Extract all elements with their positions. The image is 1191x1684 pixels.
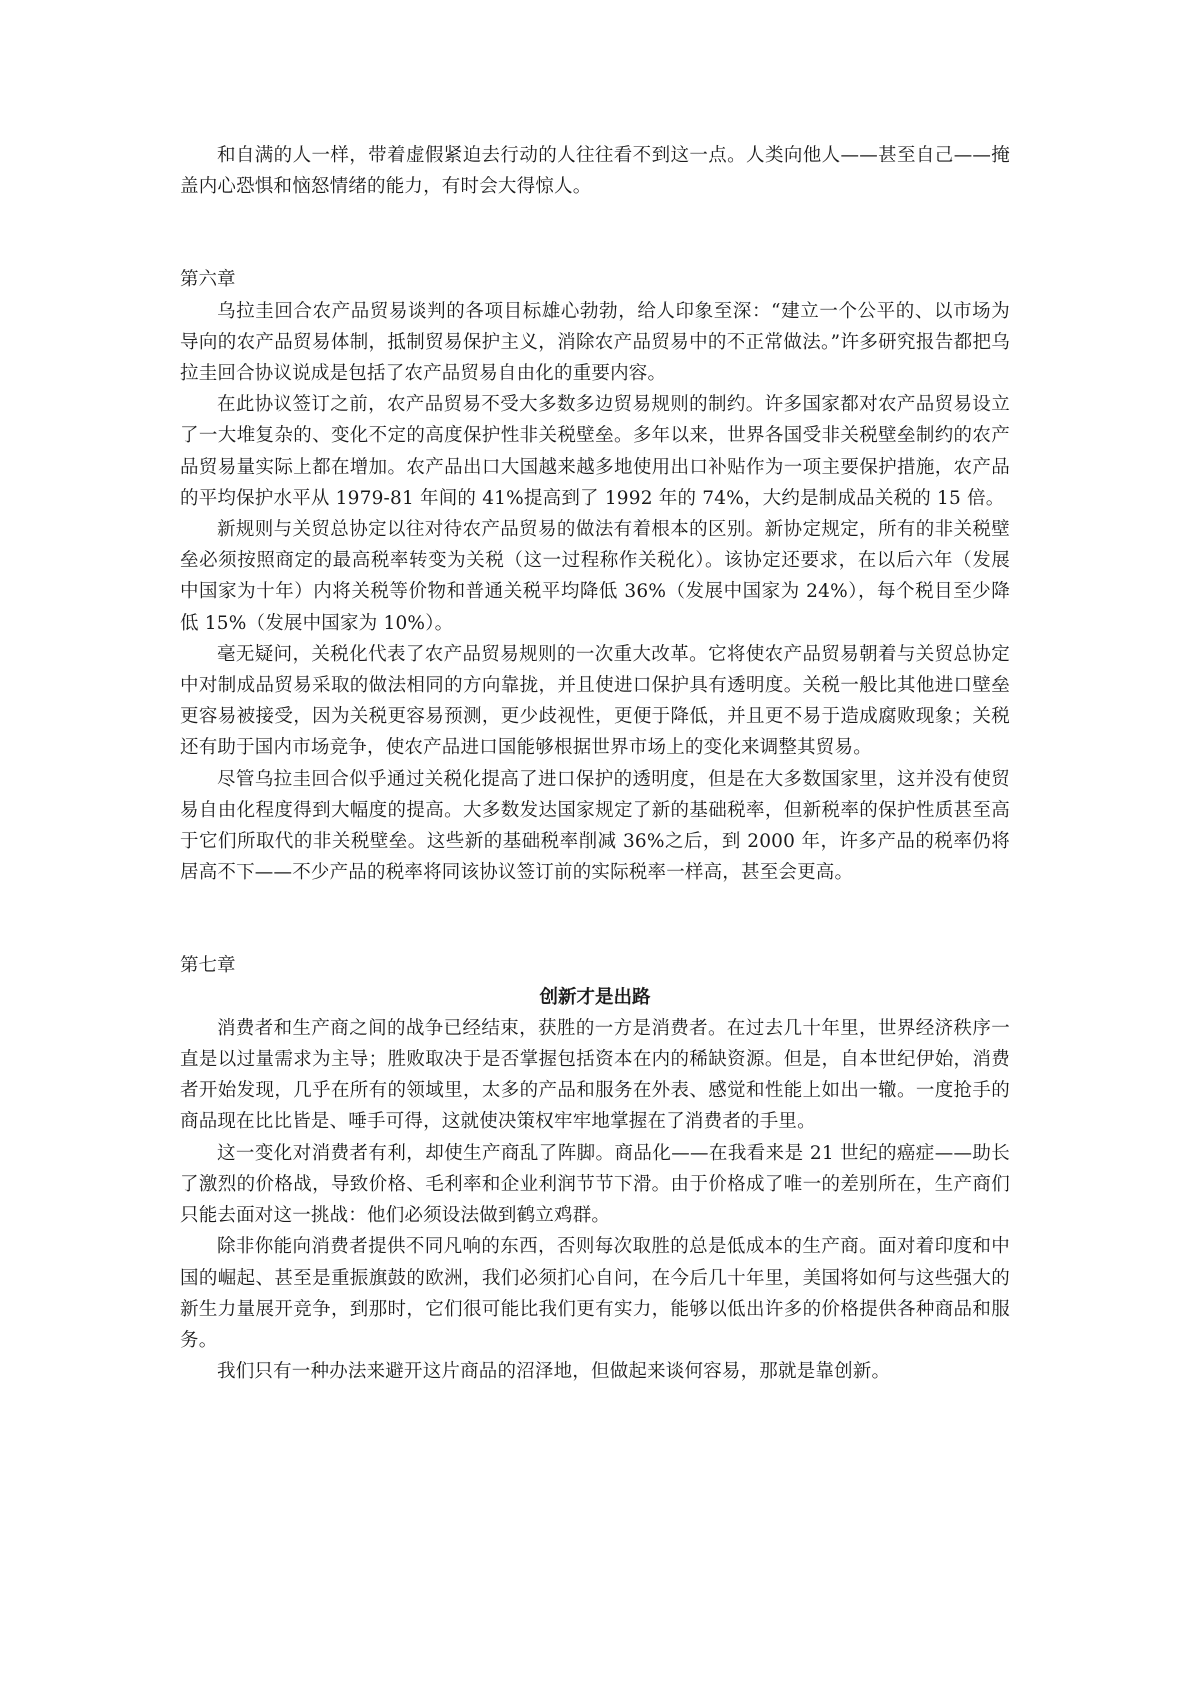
chapter-7-paragraph-1: 消费者和生产商之间的战争已经结束，获胜的一方是消费者。在过去几十年里，世界经济秩序一直是以过量需求为主导；胜败取决于是否掌握包括资本在内的稀缺资源。但是，自本世纪伊始，消费者开始发现，几乎在所有的领域里，太多的产品和服务在外表、感觉和性能上如出一辙。一度抢手的商品现在比比皆是、唾手可得，这就使决策权牢牢地掌握在了消费者的手里。 — [180, 1017, 1010, 1133]
chapter-7-title: 创新才是出路 — [539, 986, 651, 1008]
chapter-6-paragraph-2: 在此协议签订之前，农产品贸易不受大多数多边贸易规则的制约。许多国家都对农产品贸易设立了一大堆复杂的、变化不定的高度保护性非关税壁垒。多年以来，世界各国受非关税壁垒制约的农产品贸易量实际上都在增加。农产品出口大国越来越多地使用出口补贴作为一项主要保护措施，农产品的平均保护水平从 1979-81 年间的 41%提高到了 1992 年的 74%，大约是制成品关税的 15 倍。 — [180, 394, 1010, 509]
chapter-7-paragraph-2: 这一变化对消费者有利，却使生产商乱了阵脚。商品化——在我看来是 21 世纪的癌症——助长了激烈的价格战，导致价格、毛利率和企业利润节节下滑。由于价格成了唯一的差别所在，生产商们只能去面对这一挑战：他们必须设法做到鹤立鸡群。 — [180, 1142, 1010, 1227]
chapter-6-paragraph-1: 乌拉圭回合农产品贸易谈判的各项目标雄心勃勃，给人印象至深：“建立一个公平的、以市场为导向的农产品贸易体制，抵制贸易保护主义，消除农产品贸易中的不正常做法。”许多研究报告都把乌拉圭回合协议说成是包括了农产品贸易自由化的重要内容。 — [180, 300, 1010, 385]
chapter-6-paragraph-5: 尽管乌拉圭回合似乎通过关税化提高了进口保护的透明度，但是在大多数国家里，这并没有使贸易自由化程度得到大幅度的提高。大多数发达国家规定了新的基础税率，但新税率的保护性质甚至高于它们所取代的非关税壁垒。这些新的基础税率削减 36%之后，到 2000 年，许多产品的税率仍将居高不下——不少产品的税率将同该协议签订前的实际税率一样高，甚至会更高。 — [180, 768, 1010, 884]
chapter-7-label: 第七章 — [180, 955, 236, 977]
document-page — [180, 140, 1010, 1387]
chapter-6-paragraph-4: 毫无疑问，关税化代表了农产品贸易规则的一次重大改革。它将使农产品贸易朝着与关贸总协定中对制成品贸易采取的做法相同的方向靠拢，并且使进口保护具有透明度。关税一般比其他进口壁垒更容易被接受，因为关税更容易预测，更少歧视性，更便于降低，并且更不易于造成腐败现象；关税还有助于国内市场竞争，使农产品进口国能够根据世界市场上的变化来调整其贸易。 — [180, 643, 1010, 759]
chapter-6-label: 第六章 — [180, 269, 236, 291]
chapter-7-paragraph-3: 除非你能向消费者提供不同凡响的东西，否则每次取胜的总是低成本的生产商。面对着印度和中国的崛起、甚至是重振旗鼓的欧洲，我们必须扪心自问，在今后几十年里，美国将如何与这些强大的新生力量展开竞争，到那时，它们很可能比我们更有实力，能够以低出许多的价格提供各种商品和服务。 — [180, 1236, 1010, 1351]
chapter-6-paragraph-3: 新规则与关贸总协定以往对待农产品贸易的做法有着根本的区别。新协定规定，所有的非关税壁垒必须按照商定的最高税率转变为关税（这一过程称作关税化）。该协定还要求，在以后六年（发展中国家为十年）内将关税等价物和普通关税平均降低 36%（发展中国家为 24%），每个税目至少降低 15%（发展中国家为 10%）。 — [180, 519, 1010, 634]
section-gap — [180, 202, 1010, 264]
chapter-7-paragraph-4: 我们只有一种办法来避开这片商品的沼泽地，但做起来谈何容易，那就是靠创新。 — [217, 1361, 891, 1383]
section-gap — [180, 888, 1010, 950]
opening-paragraph: 和自满的人一样，带着虚假紧迫去行动的人往往看不到这一点。人类向他人——甚至自己——掩盖内心恐惧和恼怒情绪的能力，有时会大得惊人。 — [180, 145, 1010, 198]
